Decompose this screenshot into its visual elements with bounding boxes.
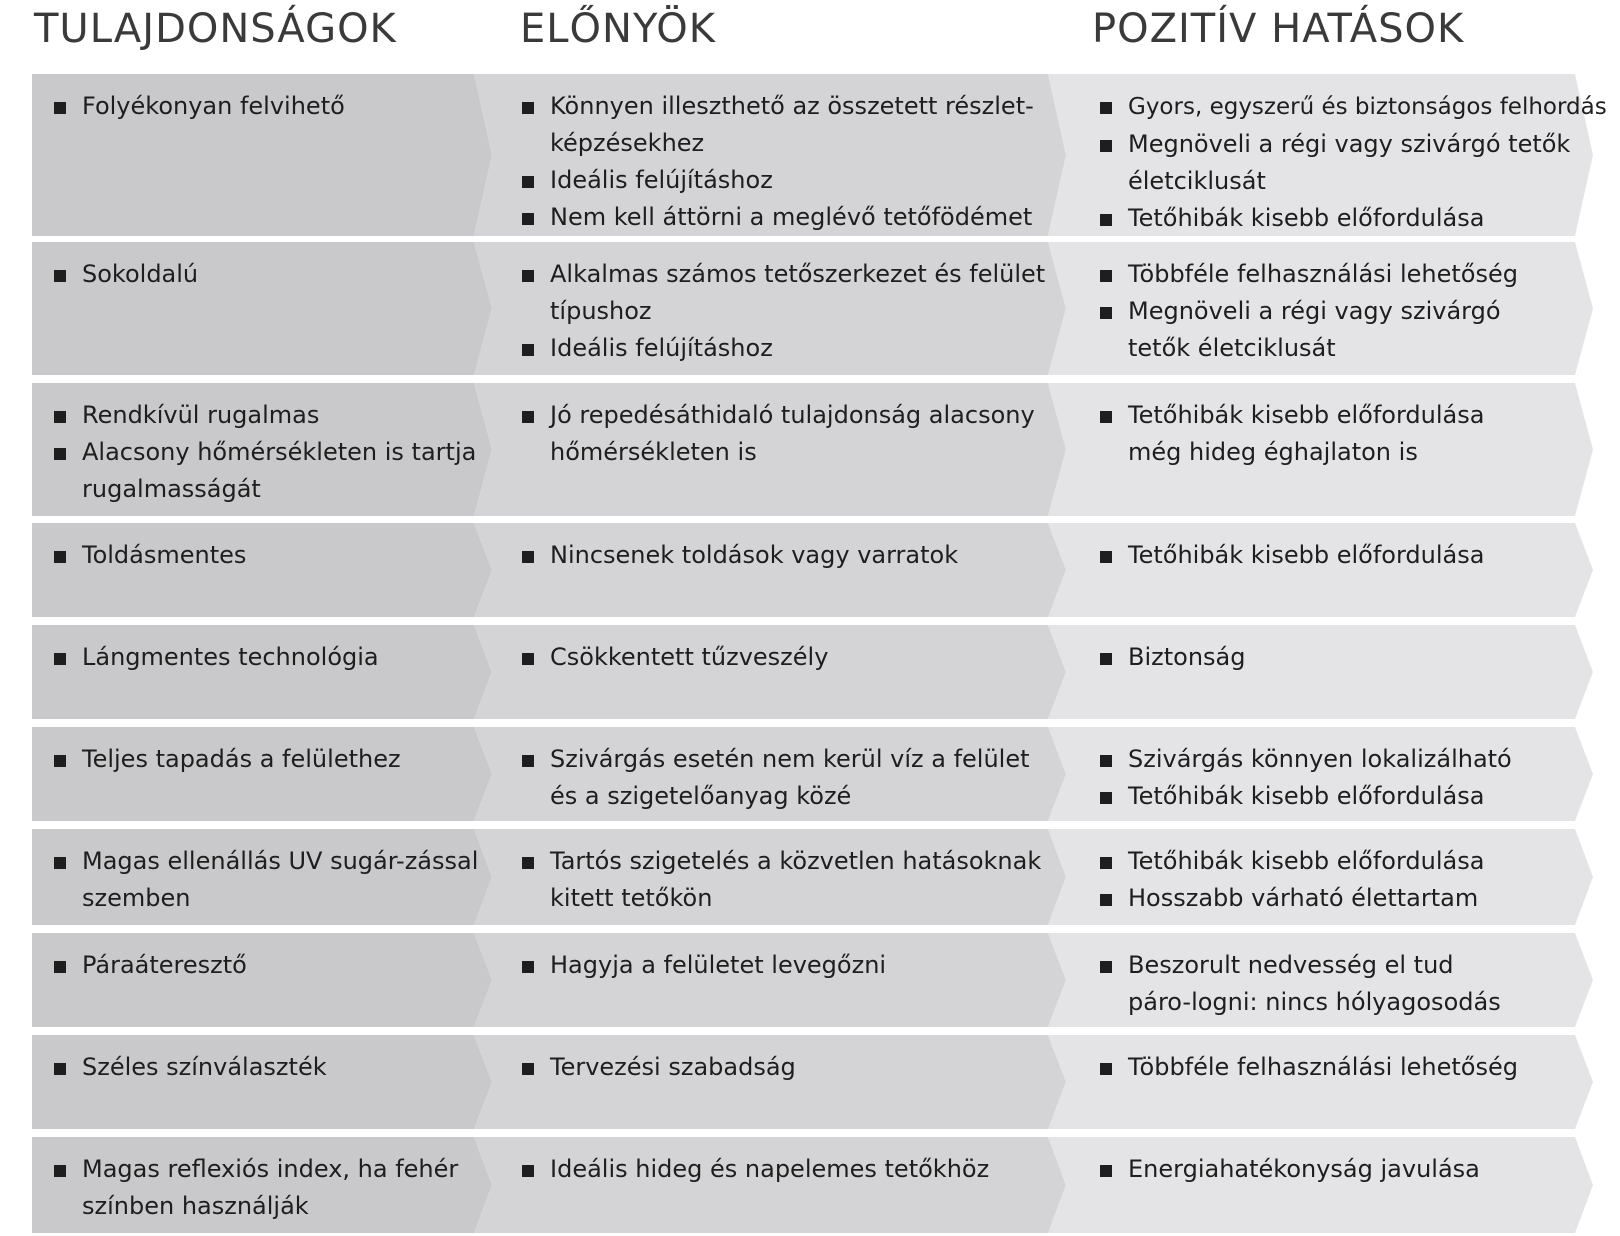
- item-text: Megnöveli a régi vagy szivárgó tetők életciklusát: [1128, 297, 1501, 362]
- table-row: [0, 1035, 1620, 1129]
- effect-list: [1100, 88, 1620, 237]
- list-item: [54, 1151, 484, 1225]
- item-text: Magas reflexiós index, ha fehér színben használják: [82, 1155, 459, 1220]
- table-row: [0, 727, 1620, 821]
- list-item: [522, 199, 1062, 236]
- list-item: [522, 330, 1062, 367]
- property-cell: [32, 383, 492, 516]
- list-item: [522, 1151, 1062, 1188]
- square-bullet-icon: [54, 755, 66, 767]
- table-row: [0, 625, 1620, 719]
- list-item: [522, 537, 1062, 574]
- item-text: Szivárgás esetén nem kerül víz a felület és a szigetelőanyag közé: [550, 745, 1030, 810]
- property-cell: [32, 933, 492, 1027]
- square-bullet-icon: [1100, 140, 1112, 152]
- benefit-cell: [474, 933, 1066, 1027]
- item-text: Ideális felújításhoz: [550, 334, 773, 362]
- property-cell: [32, 727, 492, 821]
- item-text: Teljes tapadás a felülethez: [82, 745, 401, 773]
- square-bullet-icon: [1100, 857, 1112, 869]
- effect-list: [1100, 639, 1520, 676]
- square-bullet-icon: [1100, 961, 1112, 973]
- property-list: [54, 537, 484, 574]
- square-bullet-icon: [54, 1165, 66, 1177]
- header-benefits: ELŐNYÖK: [520, 6, 716, 52]
- square-bullet-icon: [54, 857, 66, 869]
- property-list: [54, 947, 484, 984]
- item-text: Tetőhibák kisebb előfordulása: [1128, 541, 1485, 569]
- square-bullet-icon: [1100, 1165, 1112, 1177]
- property-list: [54, 397, 484, 508]
- square-bullet-icon: [54, 448, 66, 460]
- list-item: [1100, 200, 1620, 237]
- list-item: [54, 397, 484, 434]
- benefit-cell: [474, 727, 1066, 821]
- list-item: [1100, 126, 1620, 200]
- list-item: [54, 843, 484, 917]
- square-bullet-icon: [522, 1165, 534, 1177]
- list-item: [54, 537, 484, 574]
- item-text: Többféle felhasználási lehetőség: [1128, 1053, 1518, 1081]
- square-bullet-icon: [522, 755, 534, 767]
- benefit-list: [522, 88, 1062, 236]
- list-item: [1100, 397, 1520, 471]
- item-text: Toldásmentes: [82, 541, 247, 569]
- property-list: [54, 256, 484, 293]
- effect-cell: [1048, 727, 1593, 821]
- effect-cell: [1048, 1137, 1593, 1233]
- effect-cell: [1048, 625, 1593, 719]
- benefit-cell: [474, 523, 1066, 617]
- square-bullet-icon: [1100, 270, 1112, 282]
- item-text: Megnöveli a régi vagy szivárgó tetők életciklusát: [1128, 130, 1571, 195]
- item-text: Könnyen illeszthető az összetett részlet-képzésekhez: [550, 92, 1034, 157]
- list-item: [1100, 1049, 1520, 1086]
- item-text: Jó repedésáthidaló tulajdonság alacsony hőmérsékleten is: [550, 401, 1035, 466]
- list-item: [522, 1049, 1062, 1086]
- list-item: [1100, 947, 1520, 1021]
- list-item: [522, 947, 1062, 984]
- item-text: Tetőhibák kisebb előfordulása: [1128, 782, 1485, 810]
- item-text: Ideális felújításhoz: [550, 166, 773, 194]
- square-bullet-icon: [522, 411, 534, 423]
- table-row: [0, 74, 1620, 236]
- item-text: Páraáteresztő: [82, 951, 247, 979]
- benefit-list: [522, 1151, 1062, 1188]
- square-bullet-icon: [1100, 551, 1112, 563]
- item-text: Tartós szigetelés a közvetlen hatásoknak kitett tetőkön: [550, 847, 1042, 912]
- property-cell: [32, 242, 492, 375]
- square-bullet-icon: [54, 551, 66, 563]
- effect-cell: [1048, 933, 1593, 1027]
- square-bullet-icon: [54, 411, 66, 423]
- item-text: Alkalmas számos tetőszerkezet és felület típushoz: [550, 260, 1046, 325]
- property-cell: [32, 1137, 492, 1233]
- list-item: [54, 639, 484, 676]
- property-list: [54, 639, 484, 676]
- benefit-cell: [474, 383, 1066, 516]
- benefit-cell: [474, 1137, 1066, 1233]
- item-text: Széles színválaszték: [82, 1053, 327, 1081]
- table-row: [0, 829, 1620, 925]
- item-text: Sokoldalú: [82, 260, 199, 288]
- item-text: Hagyja a felületet levegőzni: [550, 951, 887, 979]
- list-item: [522, 397, 1062, 471]
- benefit-cell: [474, 242, 1066, 375]
- list-item: [54, 434, 484, 508]
- item-text: Tervezési szabadság: [550, 1053, 796, 1081]
- table-row: [0, 383, 1620, 516]
- square-bullet-icon: [1100, 102, 1112, 114]
- list-item: [1100, 88, 1620, 126]
- benefit-cell: [474, 1035, 1066, 1129]
- list-item: [522, 256, 1062, 330]
- item-text: Nincsenek toldások vagy varratok: [550, 541, 959, 569]
- effect-cell: [1048, 74, 1607, 236]
- item-text: Nem kell áttörni a meglévő tetőfödémet: [550, 203, 1033, 231]
- item-text: Tetőhibák kisebb előfordulása még hideg éghajlaton is: [1128, 401, 1485, 466]
- list-item: [1100, 880, 1520, 917]
- benefit-list: [522, 947, 1062, 984]
- square-bullet-icon: [1100, 1063, 1112, 1075]
- square-bullet-icon: [1100, 792, 1112, 804]
- square-bullet-icon: [522, 551, 534, 563]
- list-item: [54, 1049, 484, 1086]
- effect-list: [1100, 843, 1520, 917]
- property-list: [54, 741, 484, 778]
- item-text: Magas ellenállás UV sugár-zással szemben: [82, 847, 479, 912]
- square-bullet-icon: [54, 653, 66, 665]
- benefit-list: [522, 843, 1062, 917]
- item-text: Hosszabb várható élettartam: [1128, 884, 1479, 912]
- square-bullet-icon: [1100, 307, 1112, 319]
- square-bullet-icon: [54, 102, 66, 114]
- benefit-cell: [474, 74, 1066, 236]
- header-properties: TULAJDONSÁGOK: [34, 6, 397, 52]
- square-bullet-icon: [1100, 214, 1112, 226]
- square-bullet-icon: [1100, 653, 1112, 665]
- square-bullet-icon: [522, 213, 534, 225]
- item-text: Gyors, egyszerű és biztonságos felhordás: [1128, 94, 1607, 120]
- item-text: Ideális hideg és napelemes tetőkhöz: [550, 1155, 990, 1183]
- property-cell: [32, 523, 492, 617]
- list-item: [522, 639, 1062, 676]
- effect-list: [1100, 397, 1520, 471]
- square-bullet-icon: [54, 1063, 66, 1075]
- effect-cell: [1048, 242, 1593, 375]
- square-bullet-icon: [522, 653, 534, 665]
- square-bullet-icon: [522, 270, 534, 282]
- square-bullet-icon: [522, 961, 534, 973]
- square-bullet-icon: [522, 1063, 534, 1075]
- item-text: Szivárgás könnyen lokalizálható: [1128, 745, 1512, 773]
- effect-list: [1100, 537, 1520, 574]
- benefit-list: [522, 1049, 1062, 1086]
- property-cell: [32, 1035, 492, 1129]
- list-item: [1100, 778, 1520, 815]
- list-item: [522, 741, 1062, 815]
- effect-list: [1100, 1049, 1520, 1086]
- benefit-list: [522, 397, 1062, 471]
- item-text: Tetőhibák kisebb előfordulása: [1128, 204, 1485, 232]
- property-list: [54, 88, 484, 125]
- benefit-list: [522, 741, 1062, 815]
- item-text: Tetőhibák kisebb előfordulása: [1128, 847, 1485, 875]
- list-item: [1100, 293, 1520, 367]
- property-list: [54, 1049, 484, 1086]
- list-item: [522, 843, 1062, 917]
- benefit-cell: [474, 829, 1066, 925]
- square-bullet-icon: [522, 857, 534, 869]
- list-item: [54, 88, 484, 125]
- item-text: Csökkentett tűzveszély: [550, 643, 829, 671]
- table-row: [0, 1137, 1620, 1233]
- effect-list: [1100, 947, 1520, 1021]
- benefit-list: [522, 256, 1062, 367]
- square-bullet-icon: [1100, 894, 1112, 906]
- list-item: [54, 741, 484, 778]
- property-cell: [32, 74, 492, 236]
- property-cell: [32, 829, 492, 925]
- effect-cell: [1048, 1035, 1593, 1129]
- square-bullet-icon: [522, 176, 534, 188]
- list-item: [1100, 843, 1520, 880]
- benefit-cell: [474, 625, 1066, 719]
- item-text: Lángmentes technológia: [82, 643, 379, 671]
- square-bullet-icon: [54, 270, 66, 282]
- list-item: [522, 88, 1062, 162]
- table-row: [0, 933, 1620, 1027]
- item-text: Beszorult nedvesség el tud páro-logni: nincs hólyagosodás: [1128, 951, 1501, 1016]
- square-bullet-icon: [522, 102, 534, 114]
- table-row: [0, 242, 1620, 375]
- square-bullet-icon: [1100, 411, 1112, 423]
- effect-cell: [1048, 523, 1593, 617]
- square-bullet-icon: [1100, 755, 1112, 767]
- list-item: [1100, 741, 1520, 778]
- effect-list: [1100, 741, 1520, 815]
- list-item: [1100, 256, 1520, 293]
- list-item: [1100, 639, 1520, 676]
- list-item: [54, 947, 484, 984]
- header-effects: POZITÍV HATÁSOK: [1092, 6, 1465, 52]
- item-text: Biztonság: [1128, 643, 1246, 671]
- square-bullet-icon: [54, 961, 66, 973]
- benefit-list: [522, 537, 1062, 574]
- effect-cell: [1048, 829, 1593, 925]
- effect-list: [1100, 256, 1520, 367]
- effect-cell: [1048, 383, 1593, 516]
- item-text: Energiahatékonyság javulása: [1128, 1155, 1480, 1183]
- item-text: Folyékonyan felvihető: [82, 92, 345, 120]
- item-text: Többféle felhasználási lehetőség: [1128, 260, 1518, 288]
- list-item: [522, 162, 1062, 199]
- square-bullet-icon: [522, 344, 534, 356]
- item-text: Alacsony hőmérsékleten is tartja rugalmasságát: [82, 438, 477, 503]
- list-item: [1100, 537, 1520, 574]
- property-list: [54, 1151, 484, 1225]
- item-text: Rendkívül rugalmas: [82, 401, 320, 429]
- property-cell: [32, 625, 492, 719]
- benefit-list: [522, 639, 1062, 676]
- list-item: [54, 256, 484, 293]
- effect-list: [1100, 1151, 1520, 1188]
- table-row: [0, 523, 1620, 617]
- list-item: [1100, 1151, 1520, 1188]
- property-list: [54, 843, 484, 917]
